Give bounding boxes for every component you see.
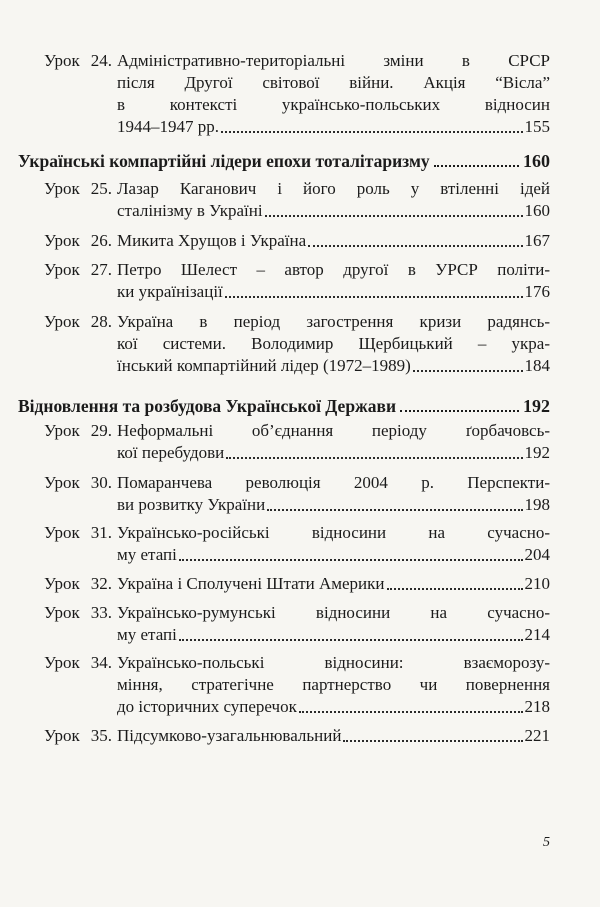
lesson-label: Урок <box>44 179 80 198</box>
title-line: ви розвитку України <box>117 495 266 514</box>
title-last-line <box>117 230 550 252</box>
page-number: 167 <box>524 231 550 250</box>
title-line: му етапі <box>117 545 177 564</box>
page-number: 210 <box>524 574 550 593</box>
lesson-number: 30. <box>90 473 112 492</box>
lesson-title <box>117 652 550 718</box>
section-title: Відновлення та розбудова Української Держави <box>18 396 397 416</box>
dot-leader <box>267 509 522 511</box>
dot-leader <box>434 165 519 167</box>
title-line: Українсько-польські відносини: взаєморозу- <box>117 653 550 672</box>
title-last-line <box>117 624 550 646</box>
title-line: кої системи. Володимир Щербицький – укра- <box>117 334 550 353</box>
section-page-number: 192 <box>523 396 550 416</box>
title-line: Петро Шелест – автор другої в УРСР політи- <box>117 260 550 279</box>
lesson-number: 31. <box>90 523 112 542</box>
lesson-title <box>117 573 550 595</box>
title-last-line <box>117 281 550 303</box>
dot-leader <box>308 245 522 247</box>
lesson-number: 25. <box>90 179 112 198</box>
section-heading-state-rebuilding <box>18 394 550 418</box>
page-number: 198 <box>524 495 550 514</box>
page-number: 176 <box>524 282 550 301</box>
lesson-label: Урок <box>44 473 80 492</box>
page-number: 160 <box>524 201 550 220</box>
title-line: кої перебудови <box>117 443 225 462</box>
title-line: Неформальні об’єднання періоду ґорбачовсь- <box>117 421 550 440</box>
page-number: 184 <box>524 356 550 375</box>
lesson-label: Урок <box>44 51 80 70</box>
lesson-label: Урок <box>44 312 80 331</box>
title-line: до історичних суперечок <box>117 697 297 716</box>
dot-leader <box>226 457 522 459</box>
lesson-number: 32. <box>90 574 112 593</box>
lesson-label: Урок <box>44 653 80 672</box>
title-last-line <box>117 116 550 138</box>
lesson-number: 27. <box>90 260 112 279</box>
title-line: Україна в період загострення кризи радянсь- <box>117 312 550 331</box>
lesson-title <box>117 420 550 464</box>
title-last-line <box>117 725 550 747</box>
lesson-title <box>117 178 550 222</box>
title-line: Микита Хрущов і Україна <box>117 231 307 250</box>
title-line: Українсько-румунські відносини на сучасно- <box>117 603 550 622</box>
lesson-title <box>117 602 550 646</box>
title-line: Україна і Сполучені Штати Америки <box>117 574 385 593</box>
title-line: Лазар Каганович і його роль у втіленні ідей <box>117 179 550 198</box>
lesson-number: 34. <box>90 653 112 672</box>
lesson-title <box>117 472 550 516</box>
page-number: 221 <box>524 726 550 745</box>
page-number: 214 <box>524 625 550 644</box>
lesson-number: 33. <box>90 603 112 622</box>
lesson-label: Урок <box>44 726 80 745</box>
lesson-title <box>117 50 550 138</box>
title-line: Помаранчева революція 2004 р. Перспекти- <box>117 473 550 492</box>
page-folio: 5 <box>543 835 550 850</box>
page-number: 192 <box>524 443 550 462</box>
section-heading-communist-leaders <box>18 149 550 173</box>
lesson-label: Урок <box>44 260 80 279</box>
title-last-line <box>117 355 550 377</box>
title-line: Адміністративно-територіальні зміни в СРСР <box>117 51 550 70</box>
lesson-title <box>117 725 550 747</box>
lesson-label: Урок <box>44 231 80 250</box>
title-line: в контексті українсько-польських відносин <box>117 95 550 114</box>
section-page-number: 160 <box>523 151 550 171</box>
dot-leader <box>179 559 523 561</box>
lesson-label: Урок <box>44 603 80 622</box>
title-last-line <box>117 442 550 464</box>
dot-leader <box>400 410 519 412</box>
dot-leader <box>225 296 523 298</box>
page-number: 218 <box>524 697 550 716</box>
title-last-line <box>117 573 550 595</box>
dot-leader <box>413 370 523 372</box>
page-number: 155 <box>524 117 550 136</box>
dot-leader <box>343 740 522 742</box>
lesson-number: 35. <box>90 726 112 745</box>
title-line: після Другої світової війни. Акція “Вісла” <box>117 73 550 92</box>
title-line: 1944–1947 рр. <box>117 117 219 136</box>
lesson-title <box>117 230 550 252</box>
title-line: ки українізації <box>117 282 223 301</box>
dot-leader <box>221 131 523 133</box>
page-number: 204 <box>524 545 550 564</box>
section-title: Українські компартійні лідери епохи тоталітаризму <box>18 151 430 171</box>
dot-leader <box>387 588 523 590</box>
title-line: їнський компартійний лідер (1972–1989) <box>117 356 411 375</box>
lesson-label: Урок <box>44 421 80 440</box>
title-last-line <box>117 200 550 222</box>
dot-leader <box>179 639 523 641</box>
lesson-label: Урок <box>44 574 80 593</box>
title-line: му етапі <box>117 625 177 644</box>
title-line: Підсумково-узагальнювальний <box>117 726 342 745</box>
lesson-number: 29. <box>90 421 112 440</box>
title-last-line <box>117 696 550 718</box>
title-line: міння, стратегічне партнерство чи повернення <box>117 675 550 694</box>
dot-leader <box>265 215 523 217</box>
title-line: Українсько-російські відносини на сучасно- <box>117 523 550 542</box>
lesson-number: 24. <box>90 51 112 70</box>
title-last-line <box>117 544 550 566</box>
lesson-number: 26. <box>90 231 112 250</box>
lesson-title <box>117 522 550 566</box>
dot-leader <box>299 711 523 713</box>
lesson-number: 28. <box>90 312 112 331</box>
title-line: сталінізму в Україні <box>117 201 263 220</box>
lesson-title <box>117 311 550 377</box>
lesson-title <box>117 259 550 303</box>
title-last-line <box>117 494 550 516</box>
lesson-label: Урок <box>44 523 80 542</box>
